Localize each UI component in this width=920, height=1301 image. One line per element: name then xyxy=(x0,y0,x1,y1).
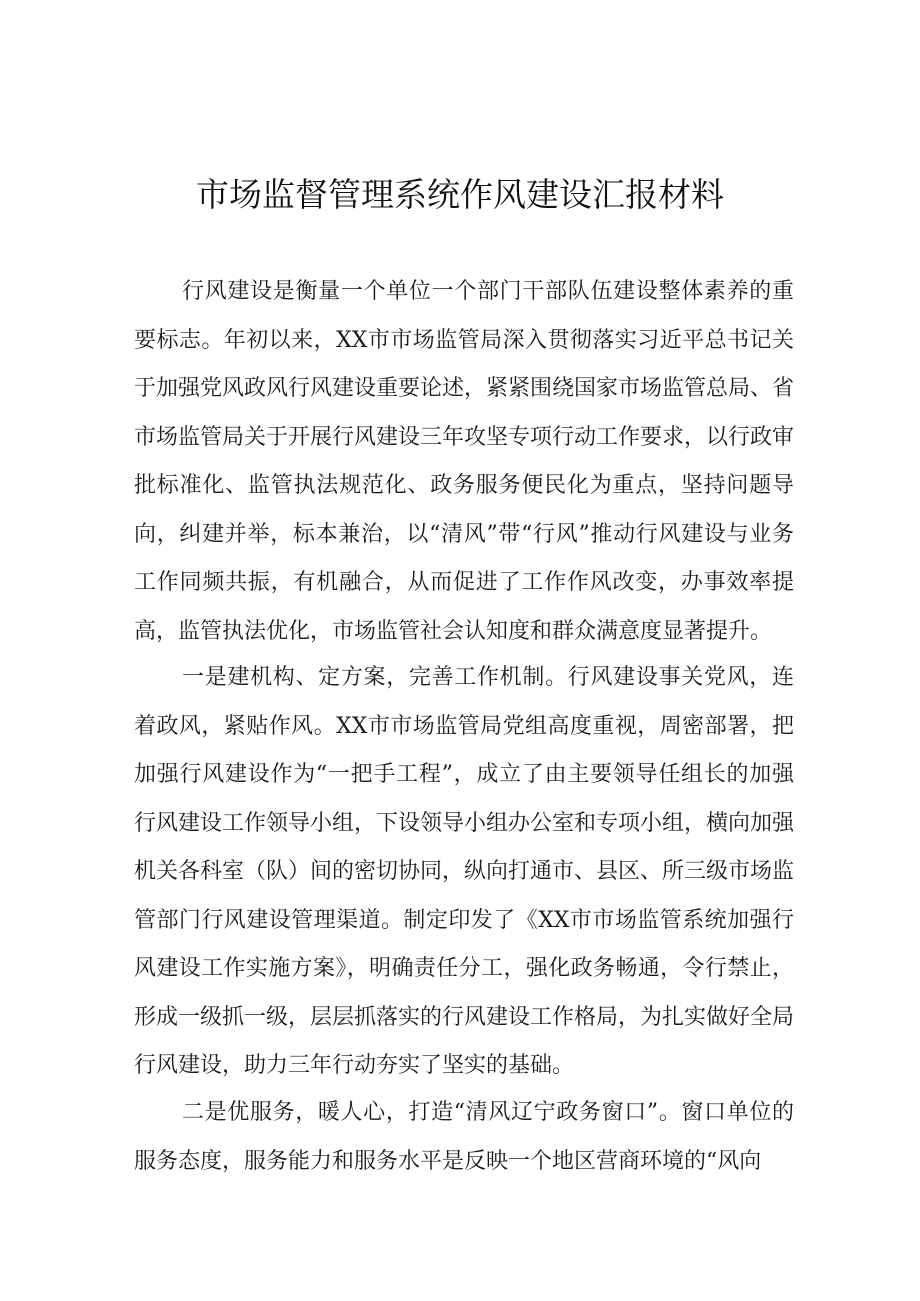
paragraph-intro: 行风建设是衡量一个单位一个部门干部队伍建设整体素养的重要标志。年初以来，XX市市场监管局深入贯彻落实习近平总书记关于加强党风政风行风建设重要论述，紧紧围绕国家市场监管总局、省市场监管局关于开展行风建设三年攻坚专项行动工作要求，以行政审批标准化、监管执法规范化、政务服务便民化为重点，坚持问题导向，纠建并举，标本兼治，以“清风”带“行风”推动行风建设与业务工作同频共振，有机融合，从而促进了工作作风改变，办事效率提高，监管执法优化，市场监管社会认知度和群众满意度显著提升。 xyxy=(134,279,795,644)
paragraph-second-measure: 二是优服务，暖人心，打造“清风辽宁政务窗口”。窗口单位的服务态度，服务能力和服务水平是反映一个地区营商环境的“风向 xyxy=(134,1100,794,1174)
paragraph-first-measure: 一是建机构、定方案，完善工作机制。行风建设事关党风，连着政风，紧贴作风。XX市市场监管局党组高度重视，周密部署，把加强行风建设作为“一把手工程”，成立了由主要领导任组长的加强行风建设工作领导小组，下设领导小组办公室和专项小组，横向加强机关各科室（队）间的密切协同，纵向打通市、县区、所三级市场监管部门行风建设管理渠道。制定印发了《XX市市场监管系统加强行风建设工作实施方案》，明确责任分工，强化政务畅通，令行禁止，形成一级抓一级，层层抓落实的行风建设工作格局，为扎实做好全局行风建设，助力三年行动夯实了坚实的基础。 xyxy=(134,665,795,1078)
document-title: 市场监督管理系统作风建设汇报材料 xyxy=(196,175,724,214)
